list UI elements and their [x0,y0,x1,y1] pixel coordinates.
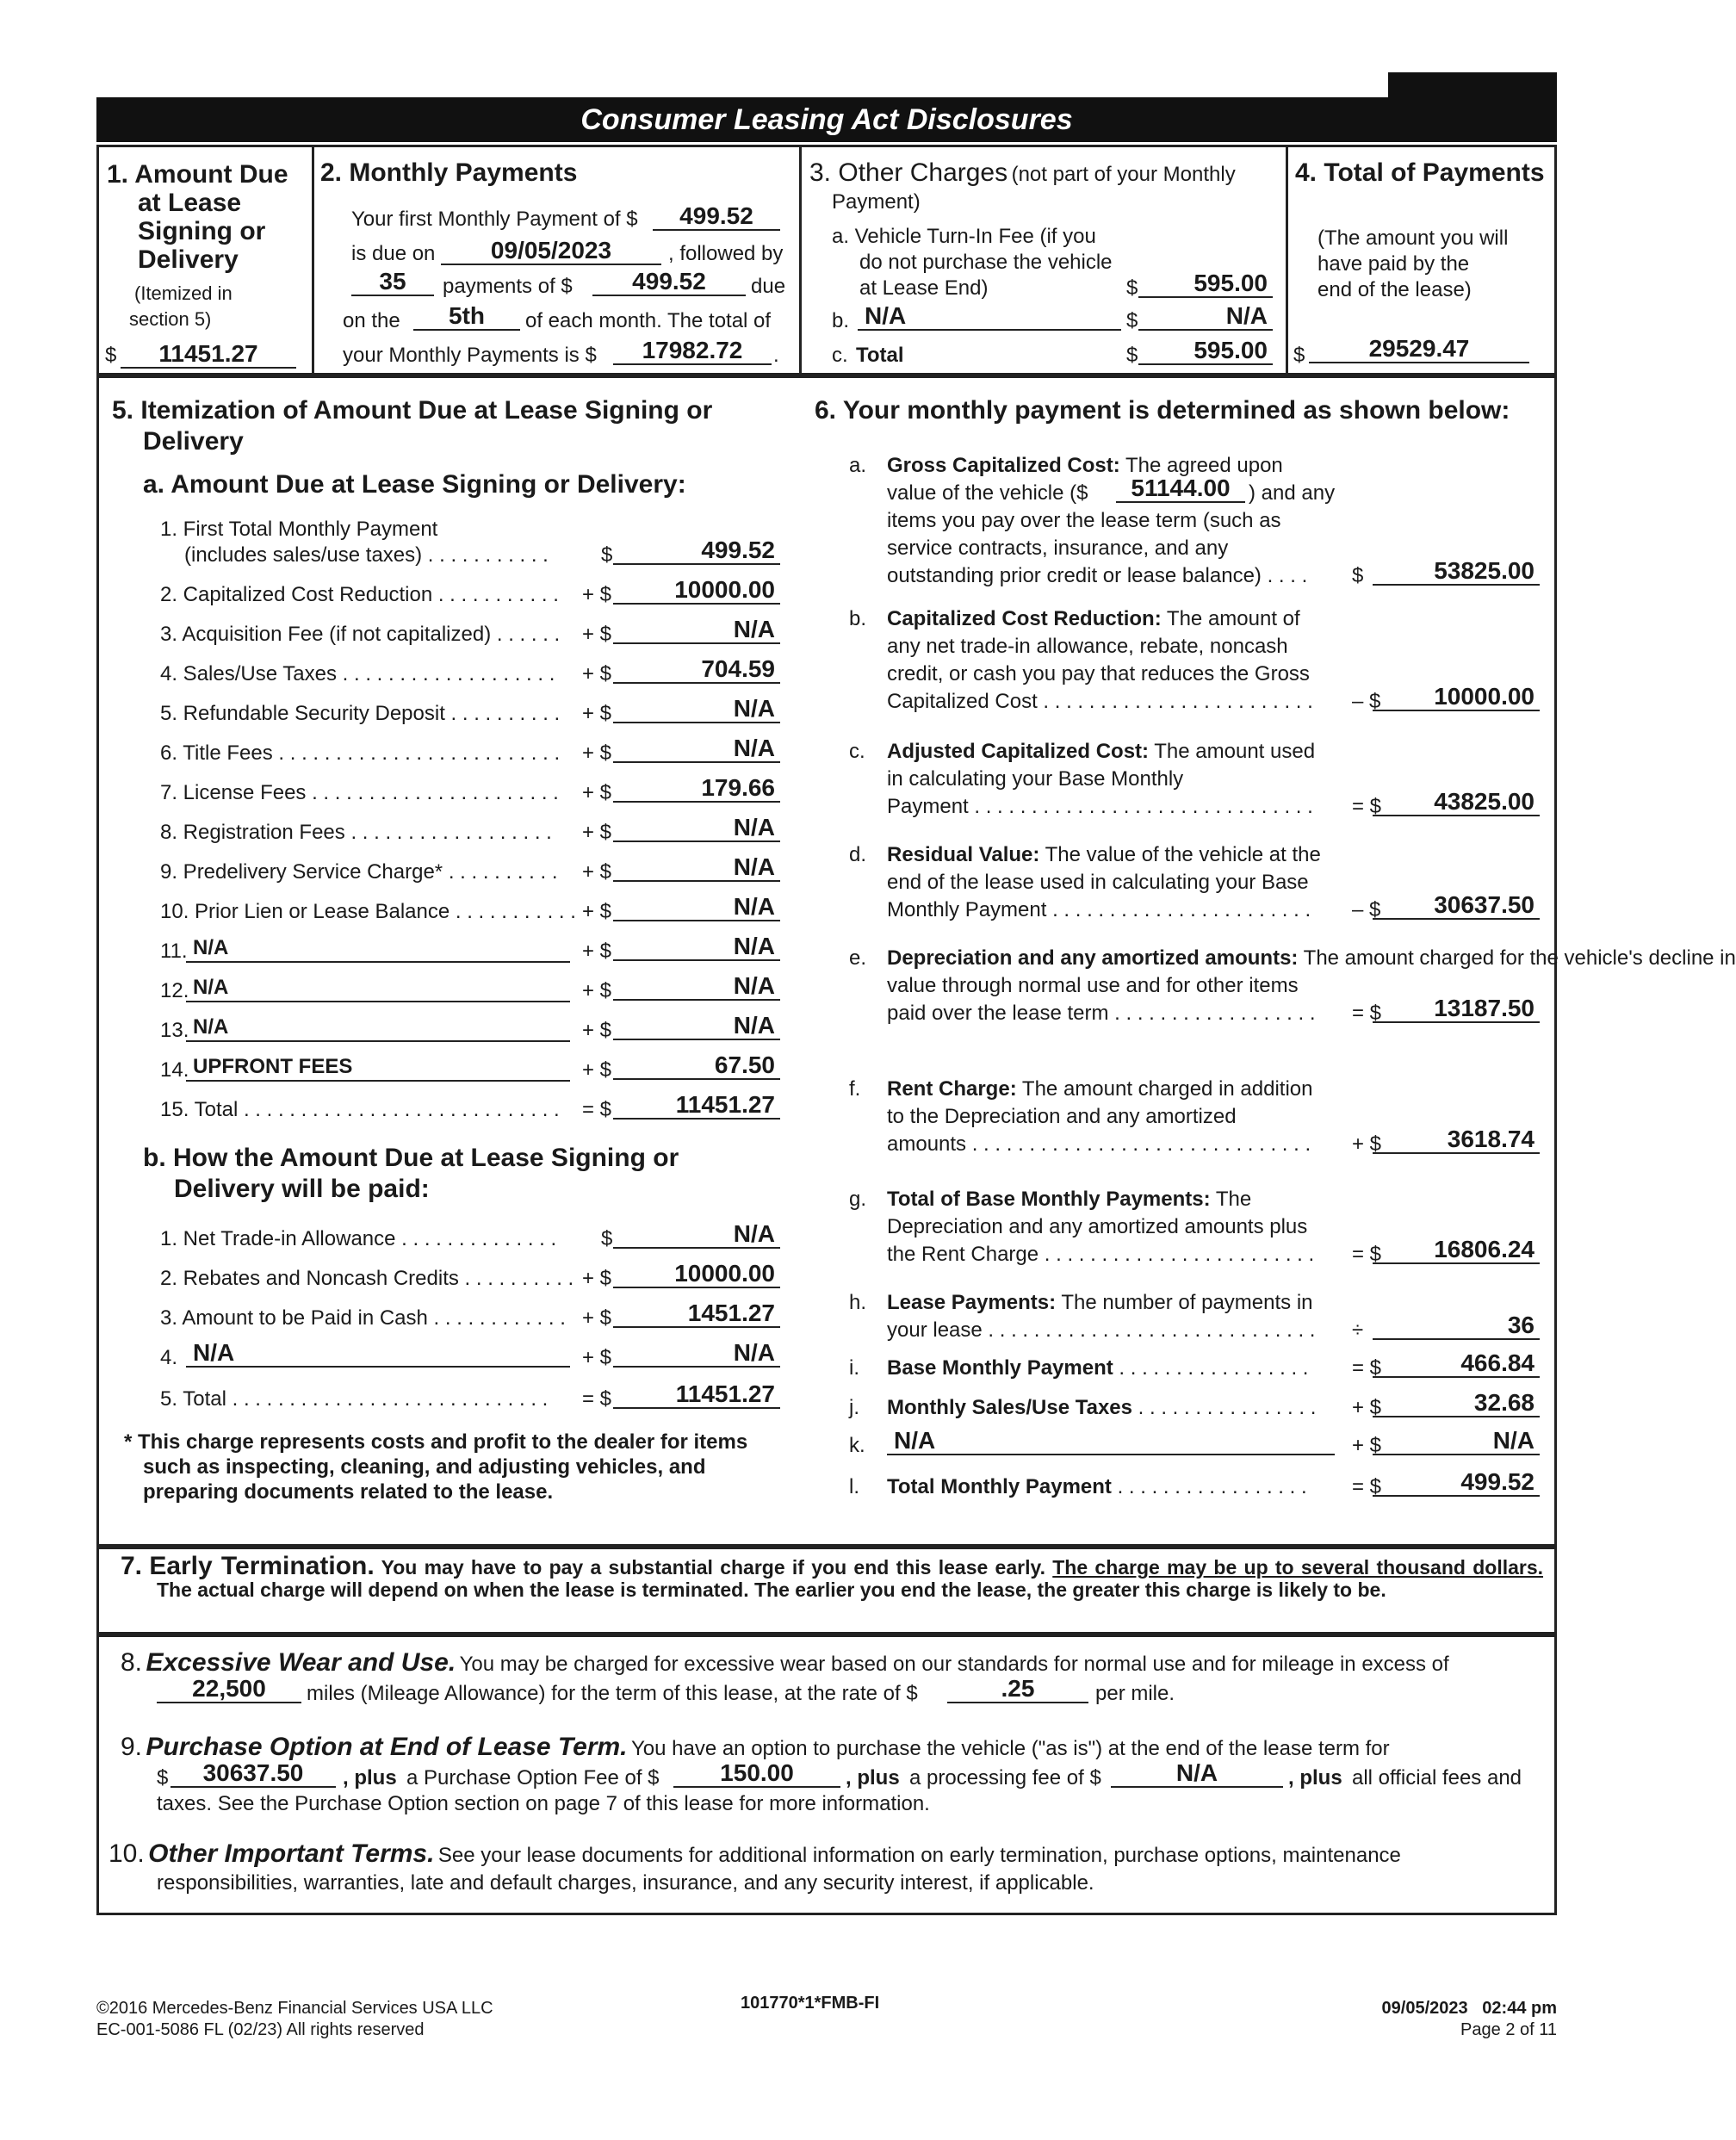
sec7-early-termination [121,1552,1544,1601]
calc-text: The amount charged for the vehicle's decline in [1303,946,1736,970]
item-label: 4. Sales/Use Taxes . . . . . . . . . . . . . . . . . . . [160,662,555,685]
item-op: + $ [582,1019,612,1042]
item-op: + $ [582,781,612,804]
pay-value: 10000.00 [613,1261,780,1288]
sec9-text2: a Purchase Option Fee of $ [406,1766,660,1790]
corner-tab [1388,72,1557,98]
calc-text: to the Depreciation and any amortized [887,1105,1237,1128]
calc-op: = $ [1352,1002,1382,1025]
item-label: 10. Prior Lien or Lease Balance . . . . . . . . . . . [160,900,576,923]
calc-op: ÷ [1352,1318,1364,1342]
item-value: 704.59 [613,656,780,684]
calc-op: = $ [1352,1475,1382,1498]
sec9-plus3: , plus [1288,1766,1342,1790]
box3-b-amount: N/A [1138,303,1273,331]
pay-desc: N/A [186,1340,570,1368]
item-op: + $ [582,702,612,725]
calc-line [887,739,1315,765]
item-op: + $ [582,940,612,963]
sec6-heading: 6. Your monthly payment is determined as shown below: [815,396,1510,425]
box2-due: due [751,275,786,298]
calc-op: + $ [1352,1132,1382,1156]
calc-line [887,1076,1312,1102]
box1-note: (Itemized in [134,282,232,304]
calc-title: Rent Charge: [887,1077,1017,1101]
footer-copyright: ©2016 Mercedes-Benz Financial Services USA LLC [96,1999,493,2018]
calc-op: – $ [1352,898,1381,921]
box3-c-total: Total [856,344,904,367]
footer-doc-code: 101770*1*FMB-FI [741,1994,880,2013]
sec7-text2: The actual charge will depend on when the lease is terminated. The earlier you end the lease, the greater this charge is likely to be. [157,1579,1386,1601]
item-value: N/A [613,617,780,644]
box-divider [1286,145,1288,375]
pay-value: N/A [613,1221,780,1249]
footer-datetime: 09/05/2023 02:44 pm [1381,1999,1557,2018]
box4-note: (The amount you will [1318,226,1509,250]
calc-line [887,1187,1251,1213]
item-label: 9. Predelivery Service Charge* . . . . . . . . . . [160,860,558,884]
item-value: N/A [613,973,780,1001]
box3-heading-note: (not part of your Monthly [1011,163,1236,186]
calc-line [887,946,1736,971]
vehicle-value: 51144.00 [1116,475,1245,503]
footer-right [1206,1998,1557,2041]
pay-label: 1. Net Trade-in Allowance . . . . . . . . . . . . . . [160,1227,557,1250]
pay-label: 3. Amount to be Paid in Cash . . . . . . . . . . . . [160,1306,566,1330]
sec5-a-heading: a. Amount Due at Lease Signing or Delivery: [143,470,686,499]
footnote-line: such as inspecting, cleaning, and adjusting vehicles, and [143,1455,706,1479]
page-title: Consumer Leasing Act Disclosures [580,103,1073,136]
footer-form-id: EC-001-5086 FL (02/23) All rights reserved [96,2020,425,2039]
box-divider [799,145,802,375]
calc-dots: . . . . . . . . . . . . . . . . [1138,1396,1317,1419]
item-value: 499.52 [613,537,780,565]
calc-text: The agreed upon [1125,454,1283,477]
sec5-heading-line: 5. Itemization of Amount Due at Lease Signing or [112,396,713,425]
calc-letter: d. [849,843,867,866]
sec5-b-heading-line: b. How the Amount Due at Lease Signing or [143,1144,679,1172]
box3-a-line: a. Vehicle Turn-In Fee (if you [832,225,1096,248]
calc-text: The amount of [1166,607,1300,630]
calc-title: Total Monthly Payment [887,1475,1112,1498]
calc-text: credit, or cash you pay that reduces the Gross [887,662,1310,685]
item-value: 11451.27 [613,1092,780,1120]
calc-line [887,1355,1308,1381]
calc-title: Gross Capitalized Cost: [887,454,1120,477]
calc-text: in calculating your Base Monthly [887,767,1184,791]
sec9-price: 30637.50 [170,1760,336,1788]
calc-value: 13187.50 [1373,996,1540,1023]
item-op: + $ [582,821,612,844]
box2-first-payment: 499.52 [653,203,780,231]
calc-value: 53825.00 [1373,558,1540,586]
calc-text: The number of payments in [1061,1291,1313,1314]
box3-c-amount: 595.00 [1138,338,1273,365]
pay-label: 2. Rebates and Noncash Credits . . . . . . . . . . [160,1267,574,1290]
calc-text: items you pay over the lease term (such as [887,509,1281,532]
calc-op: = $ [1352,795,1382,818]
calc-value: 10000.00 [1373,684,1540,711]
footer-left [96,1998,493,2041]
item-value: 10000.00 [613,577,780,605]
calc-text: end of the lease used in calculating your Base [887,871,1309,894]
box1-heading-line: Signing or [138,217,266,245]
footer-page: Page 2 of 11 [1460,2020,1557,2039]
pay-op: = $ [582,1387,612,1411]
calc-text: outstanding prior credit or lease balance) . . . . [887,564,1308,587]
sec7-text1: You may have to pay a substantial charge if you end this lease early. [381,1556,1045,1579]
calc-dots: . . . . . . . . . . . . . . . . . [1117,1475,1307,1498]
item-op: + $ [582,583,612,606]
box2-followed-by: , followed by [668,242,784,265]
calc-title: Depreciation and any amortized amounts: [887,946,1299,970]
sec8-excessive-wear [121,1648,1543,1678]
sec9-text5: taxes. See the Purchase Option section on page 7 of this lease for more information. [157,1792,930,1815]
calc-line [887,1395,1316,1421]
item-value: 67.50 [613,1052,780,1080]
calc-text: ) and any [1249,481,1336,505]
sec7-title: Early Termination. [149,1552,375,1580]
box2-due-label: is due on [351,242,436,265]
pay-value: N/A [613,1340,780,1368]
box1-heading-line: 1. Amount Due [107,160,288,189]
item-value: N/A [613,894,780,921]
sec9-option-fee: 150.00 [673,1760,840,1788]
box-amount-due [107,160,305,332]
calc-title: Base Monthly Payment [887,1356,1113,1380]
box2-num-payments: 35 [351,269,434,296]
calc-op: $ [1352,564,1364,587]
box2-first-payment-label: Your first Monthly Payment of $ [351,208,638,231]
box4-note: have paid by the [1318,252,1470,276]
box2-on-the: on the [343,309,400,332]
sec5-heading-line: Delivery [143,427,244,456]
calc-title: Residual Value: [887,843,1040,866]
box2-heading: 2. Monthly Payments [320,158,578,187]
sec5-b-heading-line: Delivery will be paid: [174,1175,430,1203]
box3-a-line: at Lease End) [859,276,989,300]
item-label: 2. Capitalized Cost Reduction . . . . . . . . . . . [160,583,559,606]
pay-value: 1451.27 [613,1300,780,1328]
calc-text: your lease . . . . . . . . . . . . . . . . . . . . . . . . . . . . . [887,1318,1316,1342]
item-label: 12. [160,979,189,1002]
box3-c-label: c. [832,344,848,367]
box2-payment-amount: 499.52 [592,269,746,296]
sec9-purchase-option [121,1733,1543,1762]
calc-text: Depreciation and any amortized amounts plus [887,1215,1308,1238]
box2-total-label: your Monthly Payments is $ [343,344,597,367]
item-value: N/A [613,815,780,842]
item-label: 5. Refundable Security Deposit . . . . . . . . . . [160,702,561,725]
item-op: + $ [582,979,612,1002]
calc-text: Monthly Payment . . . . . . . . . . . . . . . . . . . . . . . [887,898,1311,921]
calc-letter: k. [849,1434,865,1457]
calc-letter: e. [849,946,867,970]
box4-amount: 29529.47 [1309,336,1529,363]
box3-a-amount: 595.00 [1138,270,1273,298]
box2-period: . [773,344,779,367]
calc-letter: l. [849,1475,859,1498]
sec8-text2: miles (Mileage Allowance) for the term of this lease, at the rate of $ [307,1682,918,1705]
item-op: + $ [582,623,612,646]
item-op: + $ [582,1058,612,1082]
pay-op: + $ [582,1306,612,1330]
calc-letter: f. [849,1077,861,1101]
item-label: 8. Registration Fees . . . . . . . . . . . . . . . . . . [160,821,552,844]
box3-dollar: $ [1126,276,1138,300]
box3-dollar: $ [1126,344,1138,367]
sec10-text2: responsibilities, warranties, late and default charges, insurance, and any security interest, if applicable. [157,1871,1094,1895]
calc-text: any net trade-in allowance, rebate, noncash [887,635,1288,658]
box2-day: 5th [413,303,520,331]
calc-letter: j. [849,1396,859,1419]
calc-text: The amount charged in addition [1021,1077,1313,1101]
item-label: 15. Total . . . . . . . . . . . . . . . . . . . . . . . . . . . . [160,1098,560,1121]
sec8-text1: You may be charged for excessive wear based on our standards for normal use and for mileage in excess of [459,1653,1449,1676]
sec9-dollar: $ [157,1766,169,1790]
pay-label: 4. [160,1346,178,1369]
sec9-text4: all official fees and [1352,1766,1522,1790]
calc-text: paid over the lease term . . . . . . . . . . . . . . . . . . [887,1002,1316,1025]
box3-heading [809,158,1236,187]
box1-heading-line: Delivery [138,245,239,274]
item-op: = $ [582,1098,612,1121]
box4-dollar: $ [1293,344,1305,367]
calc-text: value through normal use and for other items [887,974,1299,997]
calc-value: 3618.74 [1373,1126,1540,1154]
calc-text: The [1215,1188,1252,1211]
box3-heading-note2: Payment) [832,190,921,214]
sec10-other-terms [108,1839,1543,1869]
box1-heading-line: at Lease [138,189,242,217]
calc-value: 32.68 [1373,1390,1540,1417]
box1-amount: 11451.27 [121,341,296,369]
calc-op: + $ [1352,1396,1382,1419]
pay-value: 11451.27 [613,1381,780,1409]
calc-letter: i. [849,1356,859,1380]
item-label: 11. [160,940,188,963]
calc-title: Total of Base Monthly Payments: [887,1188,1211,1211]
calc-op: – $ [1352,690,1381,713]
sec9-title: Purchase Option at End of Lease Term. [146,1733,628,1761]
footnote-line: preparing documents related to the lease. [143,1480,554,1504]
calc-text: Payment . . . . . . . . . . . . . . . . . . . . . . . . . . . . . . [887,795,1313,818]
box3-b-desc: N/A [858,303,1121,331]
calc-text: The value of the vehicle at the [1045,843,1321,866]
calc-value: 466.84 [1373,1350,1540,1378]
item-desc: N/A [186,1014,570,1042]
item-value: N/A [613,854,780,882]
calc-text: amounts . . . . . . . . . . . . . . . . . . . . . . . . . . . . . . [887,1132,1311,1156]
calc-text: service contracts, insurance, and any [887,537,1229,560]
box3-b-label: b. [832,309,850,332]
box3-a-line: do not purchase the vehicle [859,251,1113,274]
sec9-text3: a processing fee of $ [909,1766,1101,1790]
item-label: 13. [160,1019,189,1042]
pay-op: $ [601,1227,613,1250]
item-desc: N/A [186,975,570,1002]
item-value: 179.66 [613,775,780,803]
sec8-title: Excessive Wear and Use. [146,1648,456,1677]
calc-letter: b. [849,607,867,630]
calc-letter: c. [849,740,865,763]
footnote-line: * This charge represents costs and profit to the dealer for items [124,1430,748,1454]
calc-line [887,1290,1313,1316]
item-op: + $ [582,741,612,765]
calc-value: 43825.00 [1373,789,1540,816]
sec9-text1: You have an option to purchase the vehicle ("as is") at the end of the lease term for [630,1737,1390,1760]
calc-line [887,606,1300,632]
item-op: + $ [582,662,612,685]
page-title-bar [96,97,1557,142]
item-value: N/A [613,735,780,763]
sec10-text1: See your lease documents for additional information on early termination, purchase options, maintenance [437,1844,1401,1867]
calc-title: Monthly Sales/Use Taxes [887,1396,1132,1419]
sec9-plus2: , plus [846,1766,900,1790]
calc-line [887,842,1321,868]
sec10-title: Other Important Terms. [148,1839,435,1868]
sec8-num: 8. [121,1648,143,1677]
calc-letter: h. [849,1291,867,1314]
calc-value: 30637.50 [1373,892,1540,920]
box1-dollar: $ [105,344,117,367]
sec7-underlined: The charge may be up to several thousand dollars. [1052,1556,1544,1579]
pay-op: + $ [582,1346,612,1369]
sec8-miles: 22,500 [157,1676,301,1703]
box3-heading-title: 3. Other Charges [809,158,1008,187]
calc-text: value of the vehicle ($ [887,481,1088,505]
item-op: $ [601,543,613,567]
calc-letter: g. [849,1188,867,1211]
item-value: N/A [613,1013,780,1040]
calc-value: 16806.24 [1373,1237,1540,1264]
item-label: 1. First Total Monthly Payment [160,518,438,541]
item-value: N/A [613,934,780,961]
sec10-num: 10. [108,1839,145,1868]
calc-op: = $ [1352,1356,1382,1380]
calc-title: Adjusted Capitalized Cost: [887,740,1150,763]
calc-value: N/A [1373,1428,1540,1455]
box1-note: section 5) [129,308,212,330]
box4-note: end of the lease) [1318,278,1472,301]
sec9-plus1: , plus [343,1766,397,1790]
box2-total-monthly: 17982.72 [613,338,772,365]
calc-title: Capitalized Cost Reduction: [887,607,1162,630]
sec7-num: 7. [121,1552,143,1580]
item-desc: UPFRONT FEES [186,1054,570,1082]
sec8-text3: per mile. [1095,1682,1175,1705]
calc-letter: a. [849,454,867,477]
sec8-rate: .25 [947,1676,1088,1703]
box4-heading: 4. Total of Payments [1295,158,1545,187]
calc-value: 499.52 [1373,1469,1540,1497]
calc-op: + $ [1352,1434,1382,1457]
pay-label: 5. Total . . . . . . . . . . . . . . . . . . . . . . . . . . . . [160,1387,549,1411]
calc-text: The amount used [1154,740,1316,763]
box2-payments-of: payments of $ [443,275,573,298]
calc-title: Lease Payments: [887,1291,1057,1314]
box2-due-date: 09/05/2023 [441,238,661,265]
calc-text: the Rent Charge . . . . . . . . . . . . . . . . . . . . . . . . [887,1243,1315,1266]
box2-each-month: of each month. The total of [525,309,772,332]
calc-text: Capitalized Cost . . . . . . . . . . . . . . . . . . . . . . . . [887,690,1313,713]
item-op: + $ [582,860,612,884]
calc-value: 36 [1373,1312,1540,1340]
calc-dots: . . . . . . . . . . . . . . . . . [1119,1356,1309,1380]
calc-line [887,1474,1307,1500]
box-divider [312,145,314,375]
item-label: 6. Title Fees . . . . . . . . . . . . . . . . . . . . . . . . . [160,741,561,765]
item-value: N/A [613,696,780,723]
box3-dollar: $ [1126,309,1138,332]
item-desc: N/A [186,935,570,963]
sec9-processing-fee: N/A [1111,1760,1283,1788]
item-op: + $ [582,900,612,923]
pay-op: + $ [582,1267,612,1290]
calc-desc: N/A [887,1428,1335,1455]
item-label-cont: (includes sales/use taxes) . . . . . . . . . . . [184,543,549,567]
footnote [124,1430,778,1504]
item-label: 14. [160,1058,189,1082]
sec9-num: 9. [121,1733,143,1761]
item-label: 7. License Fees . . . . . . . . . . . . . . . . . . . . . . [160,781,559,804]
calc-op: = $ [1352,1243,1382,1266]
item-label: 3. Acquisition Fee (if not capitalized) . . . . . . [160,623,561,646]
